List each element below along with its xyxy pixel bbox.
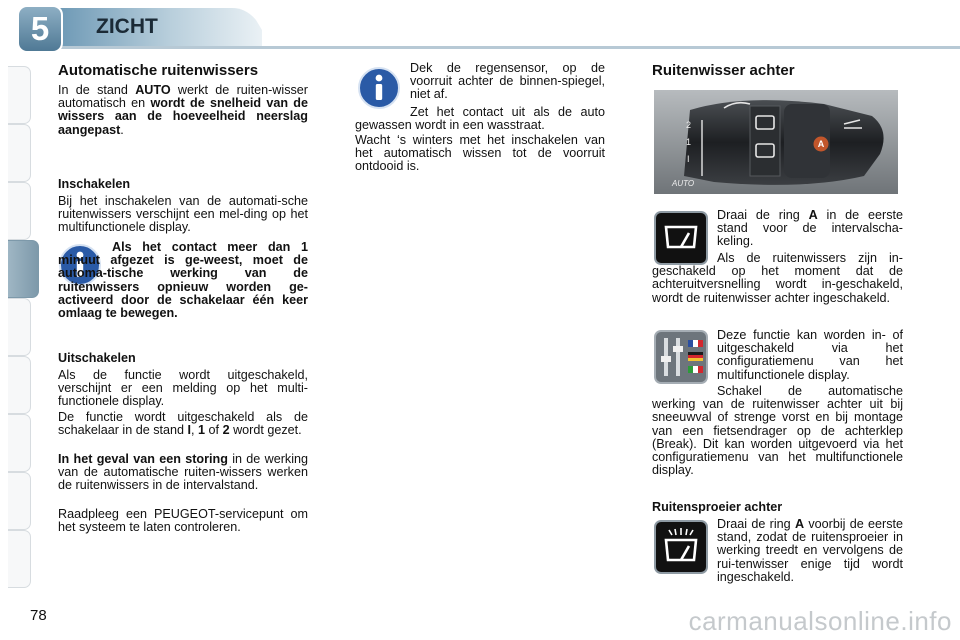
uitschakelen-text-2: De functie wordt uitgeschakeld als de schakelaar in de stand I, 1 of 2 wordt gezet. <box>58 410 308 438</box>
chapter-tab-1[interactable] <box>8 66 31 124</box>
section-heading-rear-wiper: Ruitenwisser achter <box>652 62 795 79</box>
page-number: 78 <box>30 607 47 624</box>
chapter-tab-2[interactable] <box>8 124 31 182</box>
uitschakelen-text-1: Als de functie wordt uitgeschakeld, verschijnt er een melding op het multi-functionele display. <box>58 368 308 409</box>
info-winter: Wacht ‘s winters met het inschakelen van het automatisch wissen tot de voorruit ontdooid is. <box>355 133 605 174</box>
info-car-wash: Zet het contact uit als de auto gewassen wordt in een wasstraat. <box>355 105 605 133</box>
rear-wiper-text-1: Draai de ring A in de eerste stand voor de intervalscha-keling. <box>717 208 903 249</box>
rear-wiper-text-4: Schakel de automatische werking van de ruitenwisser achter uit bij sneeuwval of strenge vorst en bij montage van een fietsendrager op de achterklep (Break). Dit kan worden uitgevoerd via het configuratiemenu van het multifunctionele display. <box>652 384 903 478</box>
configuration-menu-icon <box>654 330 708 384</box>
subheading-uitschakelen: Uitschakelen <box>58 351 136 365</box>
stalk-ring-label: A <box>817 139 825 149</box>
stalk-label-2: 2 <box>686 120 692 130</box>
stalk-label-i: I <box>687 154 690 164</box>
info-icon <box>357 66 401 110</box>
stalk-label-auto: AUTO <box>672 179 695 188</box>
chapter-tab-active[interactable] <box>8 240 39 298</box>
rear-washer-icon <box>654 520 708 574</box>
watermark: carmanualsonline.info <box>688 606 952 636</box>
info-rain-sensor: Dek de regensensor, op de voorruit achter de binnen-spiegel, niet af. <box>410 61 605 102</box>
subheading-inschakelen: Inschakelen <box>58 177 131 191</box>
subheading-rear-washer: Ruitensproeier achter <box>652 500 783 514</box>
section-heading-automatic-wipers: Automatische ruitenwissers <box>58 62 259 79</box>
chapter-number: 5 <box>30 10 50 47</box>
inschakelen-text: Bij het inschakelen van de automati-sche ruitenwissers verschijnt een mel-ding op het multifunctionele display. <box>58 194 308 235</box>
chapter-tab-8[interactable] <box>8 472 31 530</box>
rear-washer-text: Draai de ring A voorbij de eerste stand, zodat de ruitensproeier in werking treedt en vervolgens de rui-tenwisser enige tijd wordt ingeschakeld. <box>717 517 903 584</box>
intro-paragraph: In de stand AUTO werkt de ruiten-wisser automatisch en wordt de snelheid van de wissers aan de hoeveelheid neerslag aangepast. <box>58 83 308 137</box>
page-title: ZICHT <box>96 15 158 38</box>
uitschakelen-text-3: In het geval van een storing in de werking van de automatische ruiten-wissers werken de ruitenwissers in de intervalstand. <box>58 452 309 493</box>
info-note-reactivate: Als het contact meer dan 1 minuut afgezet is ge-weest, moet de automa-tische werking van de ruitenwissers opnieuw worden ge-activeerd door de schakelaar één keer omlaag te bewegen. <box>58 240 308 321</box>
stalk-label-1: 1 <box>686 137 692 147</box>
chapter-tab-6[interactable] <box>8 356 31 414</box>
chapter-tab-9[interactable] <box>8 530 31 588</box>
uitschakelen-text-4: Raadpleeg een PEUGEOT-servicepunt om het systeem te laten controleren. <box>58 507 308 535</box>
chapter-tab-3[interactable] <box>8 182 31 240</box>
chapter-tab-5[interactable] <box>8 298 31 356</box>
rear-wiper-text-3: Deze functie kan worden in- of uitgeschakeld via het configuratiemenu van het multifunctionele display. <box>717 328 903 382</box>
rear-wiper-text-2: Als de ruitenwissers zijn in-geschakeld op het moment dat de achteruitversnelling wordt in-geschakeld, wordt de ruitenwisser achter ingeschakeld. <box>652 251 903 305</box>
chapter-tab-7[interactable] <box>8 414 31 472</box>
